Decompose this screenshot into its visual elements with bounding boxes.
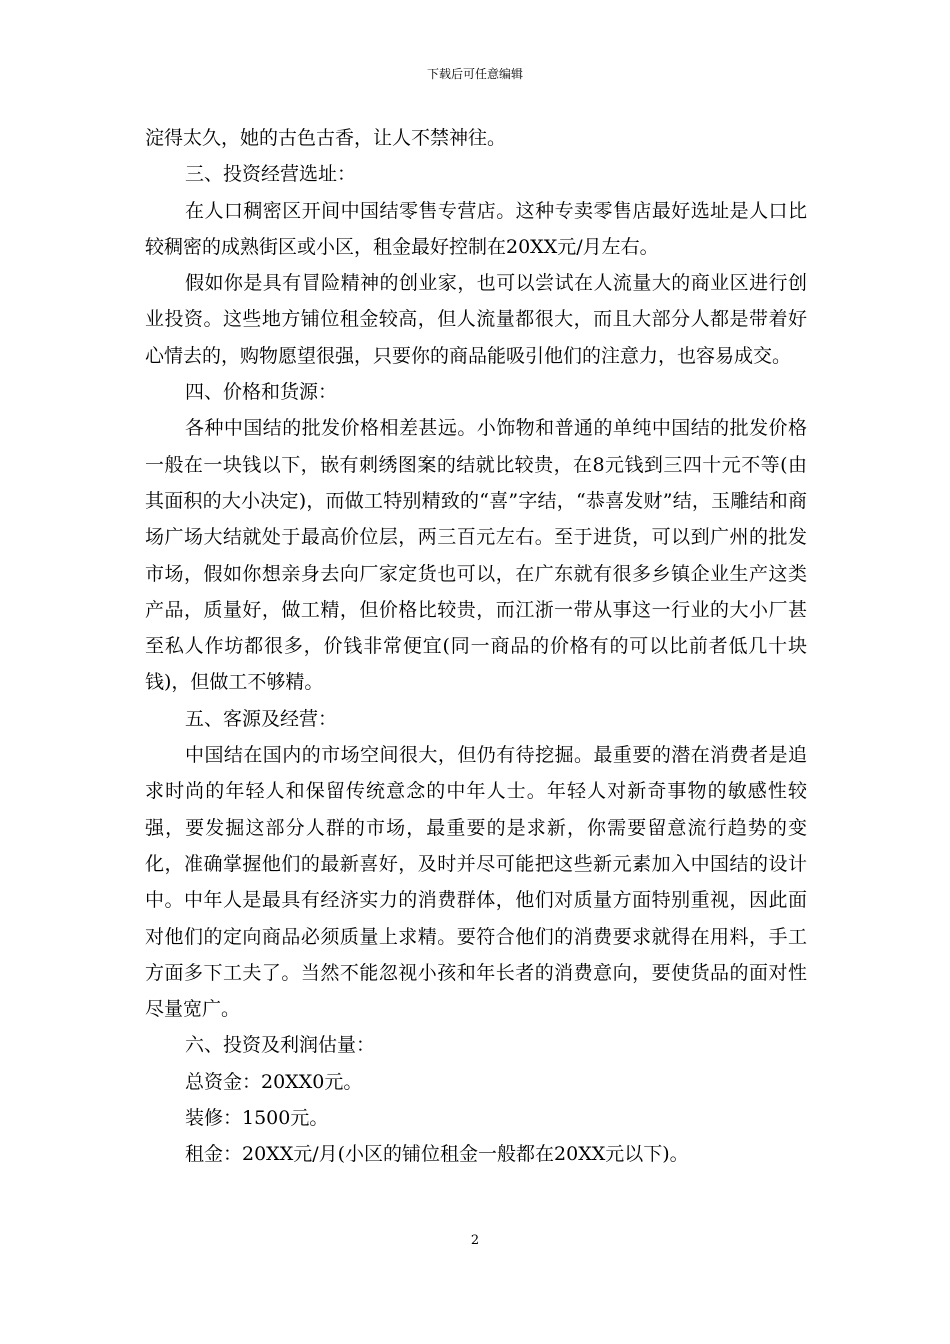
paragraph-customers: 中国结在国内的市场空间很大，但仍有待挖掘。最重要的潜在消费者是追求时尚的年轻人和保留传统意念的中年人士。年轻人对新奇事物的敏感性较强，要发掘这部分人群的市场，最重要的是求新，你需要留意流行趋势的变化，准确掌握他们的最新喜好，及时并尽可能把这些新元素加入中国结的设计中。中年人是最具有经济实力的消费群体，他们对质量方面特别重视，因此面对他们的定向商品必须质量上求精。要符合他们的消费要求就得在用料，手工方面多下工夫了。当然不能忽视小孩和年长者的消费意向，要使货品的面对性尽量宽广。 — [145, 744, 807, 1021]
page-number: 2 — [470, 1233, 480, 1248]
paragraph-location-2: 假如你是具有冒险精神的创业家，也可以尝试在人流量大的商业区进行创业投资。这些地方铺位租金较高，但人流量都很大，而且大部分人都是带着好心情去的，购物愿望很强，只要你的商品能吸引他们的注意力，也容易成交。 — [145, 272, 807, 367]
paragraph-rent: 租金：20XX元/月(小区的铺位租金一般都在20XX元以下)。 — [185, 1143, 689, 1166]
page-header-note: 下载后可任意编辑 — [426, 67, 523, 81]
paragraph-location-1: 在人口稠密区开间中国结零售专营店。这种专卖零售店最好选址是人口比较稠密的成熟街区或小区，租金最好控制在20XX元/月左右。 — [145, 199, 807, 258]
section-heading-customers: 五、客源及经营： — [185, 707, 338, 730]
paragraph-continuation: 淀得太久，她的古色古香，让人不禁神往。 — [145, 127, 507, 149]
document-body — [145, 120, 807, 1173]
paragraph-total-capital: 总资金：20XX0元。 — [185, 1070, 363, 1093]
section-heading-investment: 六、投资及利润估量： — [185, 1034, 376, 1057]
paragraph-price-supply: 各种中国结的批发价格相差甚远。小饰物和普通的单纯中国结的批发价格一般在一块钱以下，嵌有刺绣图案的结就比较贵，在8元钱到三四十元不等(由其面积的大小决定)，而做工特别精致的“喜”字结，“恭喜发财”结，玉雕结和商场广场大结就处于最高价位层，两三百元左右。至于进货，可以到广州的批发市场，假如你想亲身去向厂家定货也可以，在广东就有很多乡镇企业生产这类产品，质量好，做工精，但价格比较贵，而江浙一带从事这一行业的大小厂甚至私人作坊都很多，价钱非常便宜(同一商品的价格有的可以比前者低几十块钱)，但做工不够精。 — [145, 417, 807, 694]
section-heading-price-supply: 四、价格和货源： — [185, 381, 338, 404]
paragraph-renovation: 装修：1500元。 — [185, 1107, 329, 1130]
section-heading-location: 三、投资经营选址： — [185, 163, 357, 186]
